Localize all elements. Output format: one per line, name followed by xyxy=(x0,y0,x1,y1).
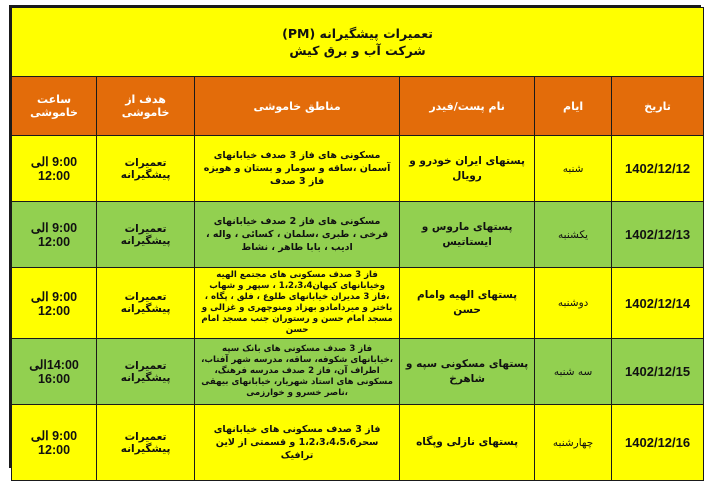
row-purpose: تعمیرات پیشگیرانه xyxy=(97,339,195,405)
header-time: ساعت خاموشی xyxy=(12,77,97,136)
row-purpose: تعمیرات پیشگیرانه xyxy=(97,405,195,481)
table-row xyxy=(12,339,704,405)
row-areas: مسکونی های فاز 3 صدف خیابانهای آسمان ،ساقه و سومار و بستان و هویزه فاز 3 صدف xyxy=(195,136,400,202)
row-time: 14:00الی 16:00 xyxy=(12,339,97,405)
header-areas: مناطق خاموشی xyxy=(195,77,400,136)
row-areas: فاز 3 صدف مسکونی های خیابانهای سحر1،2،3،4،5،6 و قسمتی از لاین ترافیک xyxy=(195,405,400,481)
row-post: پستهای ماروس و ایستاتیس xyxy=(400,202,535,268)
row-day: یکشنبه xyxy=(535,202,612,268)
row-date: 1402/12/13 xyxy=(612,202,704,268)
row-purpose: تعمیرات پیشگیرانه xyxy=(97,136,195,202)
schedule-title: تعمیرات پیشگیرانه (PM) xyxy=(282,26,433,41)
row-time: 9:00 الی 12:00 xyxy=(12,202,97,268)
row-day: سه شنبه xyxy=(535,339,612,405)
row-time: 9:00 الی 12:00 xyxy=(12,268,97,339)
row-date: 1402/12/15 xyxy=(612,339,704,405)
row-day: دوشنبه xyxy=(535,268,612,339)
row-date: 1402/12/14 xyxy=(612,268,704,339)
header-date: تاریخ xyxy=(612,77,704,136)
company-name: شرکت آب و برق کیش xyxy=(289,43,426,58)
title-banner xyxy=(12,8,704,77)
header-purpose: هدف از خاموشی xyxy=(97,77,195,136)
row-areas: مسکونی های فاز 2 صدف خیابانهای فرخی ، طبری ،سلمان ، کسائی ، واله ، ادیب ، بابا طاهر ، نشاط xyxy=(195,202,400,268)
row-post: پستهای مسکونی سپه و شاهرخ xyxy=(400,339,535,405)
row-post: پستهای ایران خودرو و رویال xyxy=(400,136,535,202)
header-post: نام پست/فیدر xyxy=(400,77,535,136)
table-row xyxy=(12,136,704,202)
header-row xyxy=(12,77,704,136)
row-post: پستهای نازلی وپگاه xyxy=(400,405,535,481)
table-row xyxy=(12,202,704,268)
table-row xyxy=(12,268,704,339)
row-purpose: تعمیرات پیشگیرانه xyxy=(97,268,195,339)
row-date: 1402/12/12 xyxy=(612,136,704,202)
row-time: 9:00 الی 12:00 xyxy=(12,405,97,481)
schedule-frame xyxy=(9,5,701,468)
row-day: چهارشنبه xyxy=(535,405,612,481)
row-time: 9:00 الی 12:00 xyxy=(12,136,97,202)
table-row xyxy=(12,405,704,481)
row-areas: فاز 3 صدف مسکونی های بانک سپه ،خیابانهای شکوفه، ساقه، مدرسه شهر آفتاب، اطراف آن، فاز 2 صدف مدرسه فرهنگ، مسکونی های استاد شهریار، خیابانهای بیهقی ،ناصر خسرو و خوارزمی xyxy=(195,339,400,405)
row-day: شنبه xyxy=(535,136,612,202)
outage-schedule-table xyxy=(11,7,704,481)
row-post: پستهای الهیه وامام حسن xyxy=(400,268,535,339)
row-areas: فاز 3 صدف مسکونی های مجتمع الهیه وخیابانهای کیهان1،2،3،4 ، سپهر و شهاب ،فاز 3 مدیران خیابانهای طلوع ، فلق ، پگاه ، باختر و میردامادو بهزاد ومنوچهری و غزالی و مسجد امام حسن و رستوران جنب مسجد امام حسن xyxy=(195,268,400,339)
header-day: ایام xyxy=(535,77,612,136)
row-date: 1402/12/16 xyxy=(612,405,704,481)
row-purpose: تعمیرات پیشگیرانه xyxy=(97,202,195,268)
